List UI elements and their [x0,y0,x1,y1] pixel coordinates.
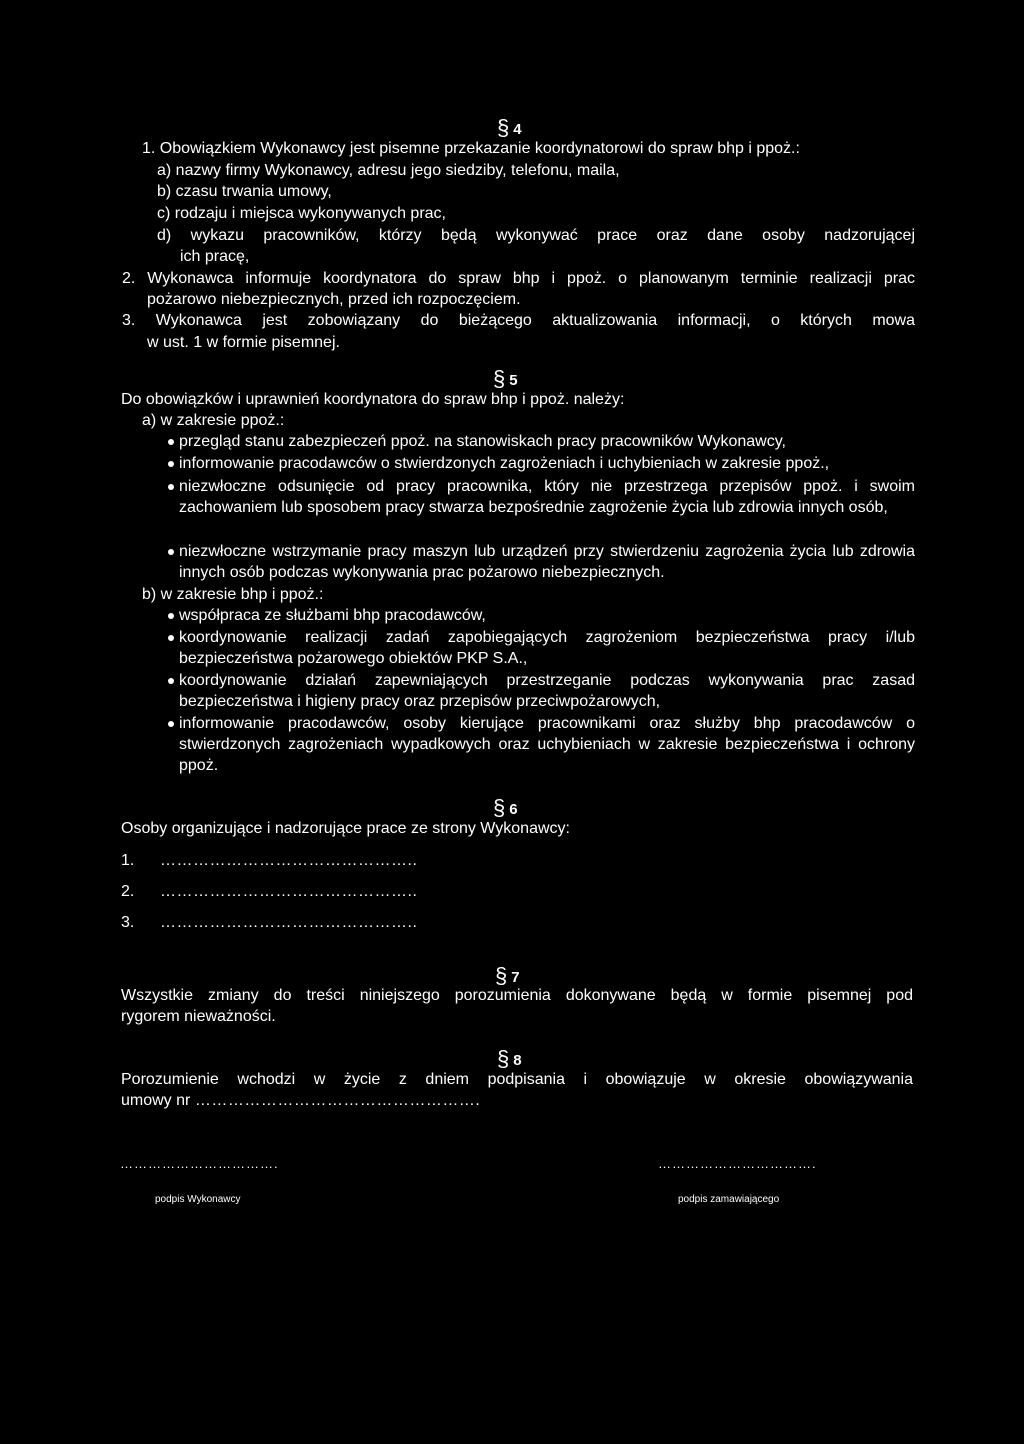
entry-number: 1. [121,852,135,869]
list-item: niezwłoczne odsunięcie od pracy pracownika, który nie przestrzega przepisów ppoż. i swoim zachowaniem lub sposobem pracy stwarza bezpośrednie zagrożenie życia lub zdrowia innych osób, [179,478,915,516]
section-7-heading [495,963,520,988]
contract-number-label: umowy nr [121,1092,191,1109]
section-symbol: § [497,115,510,140]
list-item: przegląd stanu zabezpieczeń ppoż. na stanowiskach pracy pracowników Wykonawcy, [179,433,786,450]
signature-line-left: ……………………………. [120,1156,279,1171]
entry-fill-line: ……………………………………….. [160,883,418,900]
section-6-heading [493,795,518,820]
bullet-icon [168,721,174,727]
section-7-text-line2: rygorem nieważności. [121,1008,276,1025]
section-number: 7 [511,969,520,986]
section-number: 8 [513,1052,522,1069]
signature-label-right: podpis zamawiającego [678,1194,780,1205]
section-8-heading [497,1046,522,1071]
list-item: koordynowanie realizacji zadań zapobiegających zagrożeniom bezpieczeństwa pracy i/lub bezpieczeństwa pożarowego obiektów PKP S.A., [179,629,915,667]
contract-number-fill: ……………………………………………. [194,1092,481,1109]
bullet-icon [168,549,174,555]
section-symbol: § [495,963,508,988]
section-4-para-3-line2: w ust. 1 w formie pisemnej. [147,334,340,351]
entry-fill-line: ……………………………………….. [160,852,418,869]
section-4-para-3-line1: 3. Wykonawca jest zobowiązany do bieżącego aktualizowania informacji, o których mowa [122,312,915,329]
section-5-b-label: b) w zakresie bhp i ppoż.: [142,586,324,603]
section-5-intro: Do obowiązków i uprawnień koordynatora do spraw bhp i ppoż. należy: [121,391,625,408]
section-4-para-2-line2: pożarowo niebezpiecznych, przed ich rozpoczęciem. [147,291,521,308]
list-item: współpraca ze służbami bhp pracodawców, [179,607,486,624]
list-item: niezwłoczne wstrzymanie pracy maszyn lub urządzeń przy stwierdzeniu zagrożenia życia lub zdrowia innych osób podczas wykonywania prac pożarowo niebezpiecznych. [179,543,915,581]
section-number: 6 [509,801,518,818]
bullet-icon [168,635,174,641]
section-symbol: § [493,795,506,820]
entry-number: 3. [121,914,135,931]
section-4-item-b: b) czasu trwania umowy, [157,183,332,200]
section-4-item-c: c) rodzaju i miejsca wykonywanych prac, [157,205,446,222]
section-number: 5 [509,372,518,389]
signature-label-left: podpis Wykonawcy [155,1194,241,1205]
section-4-item-d-line2: ich pracę, [180,248,250,265]
bullet-icon [168,678,174,684]
section-7-text-line1: Wszystkie zmiany do treści niniejszego porozumienia dokonywane będą w formie pisemnej pod [121,987,913,1004]
section-4-item-a: a) nazwy firmy Wykonawcy, adresu jego siedziby, telefonu, maila, [157,162,620,179]
section-4-item-d-line1: d) wykazu pracowników, którzy będą wykonywać prace oraz dane osoby nadzorującej [157,227,915,244]
section-6-intro: Osoby organizujące i nadzorujące prace ze strony Wykonawcy: [121,820,570,837]
list-item: informowanie pracodawców, osoby kierujące pracownikami oraz służby bhp pracodawców o stwierdzonych zagrożeniach wypadkowych oraz uchybieniach w zakresie bezpieczeństwa i ochrony ppoż. [179,715,915,774]
section-8-text-line2 [121,1090,480,1111]
list-item: informowanie pracodawców o stwierdzonych zagrożeniach i uchybieniach w zakresie ppoż., [179,455,830,472]
bullet-icon [168,613,174,619]
section-4-para-2-line1: 2. Wykonawca informuje koordynatora do spraw bhp i ppoż. o planowanym terminie realizacji prac [122,270,915,287]
section-4-para-1: 1. Obowiązkiem Wykonawcy jest pisemne przekazanie koordynatorowi do spraw bhp i ppoż.: [142,140,800,157]
section-8-text-line1: Porozumienie wchodzi w życie z dniem podpisania i obowiązuje w okresie obowiązywania [121,1071,913,1088]
entry-fill-line: ……………………………………….. [160,914,418,931]
section-4-heading [497,115,522,140]
signature-line-right: ……………………………. [658,1156,817,1171]
bullet-icon [168,484,174,490]
section-symbol: § [497,1046,510,1071]
section-symbol: § [493,366,506,391]
bullet-icon [168,439,174,445]
section-5-heading [493,366,518,391]
bullet-icon [168,461,174,467]
list-item: koordynowanie działań zapewniających przestrzeganie podczas wykonywania prac zasad bezpieczeństwa i higieny pracy oraz przepisów przeciwpożarowych, [179,672,915,710]
section-number: 4 [513,121,522,138]
section-5-a-label: a) w zakresie ppoż.: [142,412,285,429]
entry-number: 2. [121,883,135,900]
